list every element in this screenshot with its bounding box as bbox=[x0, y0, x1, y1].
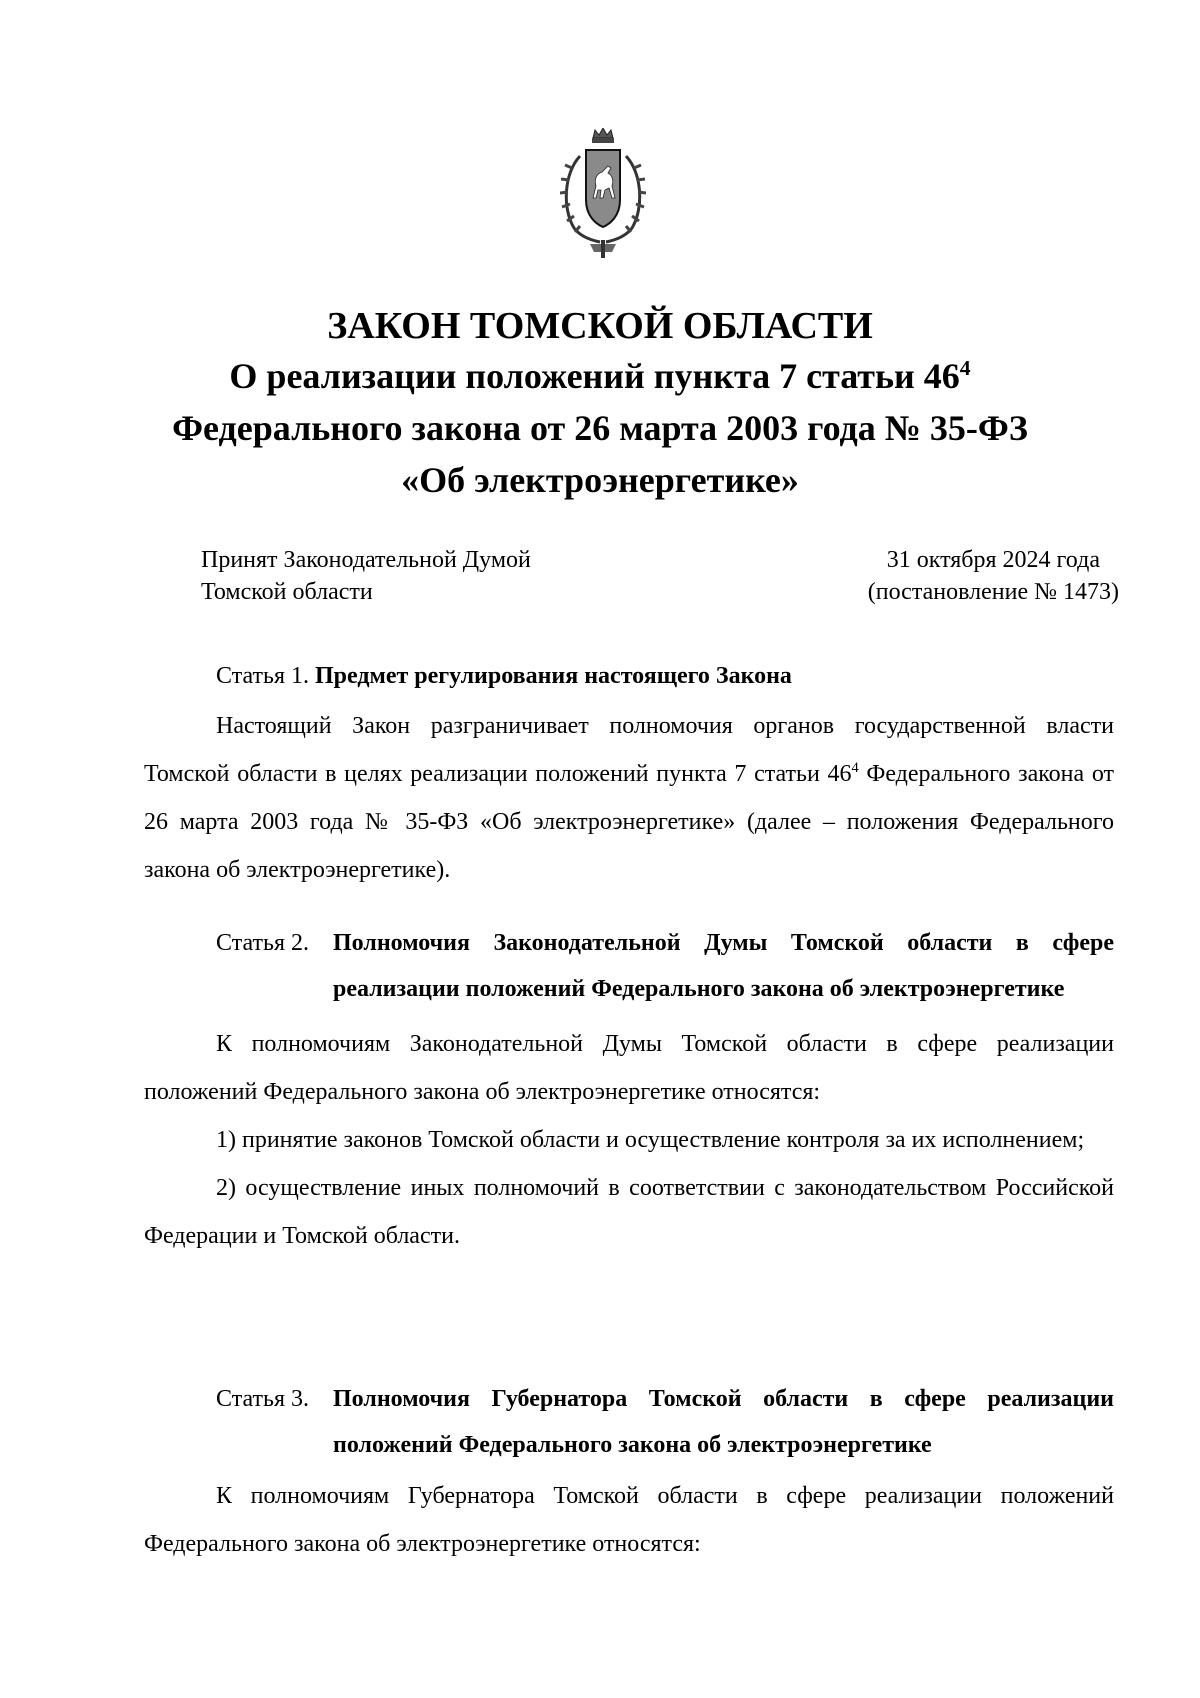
law-title-line3: Федерального закона от 26 марта 2003 года № 35-ФЗ bbox=[172, 408, 1028, 448]
adoption-date bbox=[868, 544, 1119, 608]
article-1-superscript: 4 bbox=[851, 760, 859, 776]
article-1-number: Статья 1. bbox=[216, 663, 309, 689]
article-1 bbox=[144, 654, 1114, 894]
adoption-date-line: 31 октября 2024 года bbox=[886, 547, 1100, 573]
tomsk-oblast-coat-of-arms-icon bbox=[560, 128, 646, 260]
article-3-title: Полномочия Губернатора Томской области в сфере реализации положений Федерального закона об электроэнергетике bbox=[333, 1386, 1114, 1458]
article-2-title: Полномочия Законодательной Думы Томской области в сфере реализации положений Федерального закона об электроэнергетике bbox=[333, 930, 1114, 1002]
adoption-body-line2: Томской области bbox=[201, 579, 373, 605]
article-3 bbox=[144, 1376, 1114, 1568]
adoption-resolution-line: (постановление № 1473) bbox=[867, 579, 1119, 605]
article-2-paragraph: К полномочиям Законодательной Думы Томской области в сфере реализации положений Федерального закона об электроэнергетике относятся: bbox=[144, 1031, 1114, 1105]
article-1-text-part1: Настоящий Закон разграничивает полномочия органов государственной власти Томской области в целях реализации положений пункта 7 статьи 46 bbox=[144, 713, 1114, 787]
law-title-line2 bbox=[0, 350, 1200, 402]
article-3-paragraph: К полномочиям Губернатора Томской области в сфере реализации положений Федерального закона об электроэнергетике относятся: bbox=[144, 1483, 1114, 1557]
article-1-title: Предмет регулирования настоящего Закона bbox=[314, 663, 792, 689]
law-title-line4: «Об электроэнергетике» bbox=[401, 460, 799, 500]
adoption-body bbox=[201, 544, 531, 608]
article-2-heading bbox=[144, 920, 1114, 1012]
article-1-text-part2: Федерального закона от 26 марта 2003 года № 35-ФЗ «Об электроэнергетике» (далее – положения Федерального закона об электроэнергетике). bbox=[144, 761, 1114, 883]
article-2 bbox=[144, 920, 1114, 1260]
article-3-number: Статья 3. bbox=[216, 1386, 309, 1412]
law-title-line1: ЗАКОН ТОМСКОЙ ОБЛАСТИ bbox=[327, 305, 873, 347]
article-1-paragraph bbox=[144, 702, 1114, 894]
article-1-heading bbox=[144, 654, 1114, 698]
article-2-item-2: 2) осуществление иных полномочий в соответствии с законодательством Российской Федерации и Томской области. bbox=[144, 1175, 1114, 1249]
article-3-heading bbox=[144, 1376, 1114, 1468]
law-title bbox=[0, 302, 1200, 506]
adoption-body-line1: Принят Законодательной Думой bbox=[201, 547, 531, 573]
law-title-superscript: 4 bbox=[959, 356, 971, 380]
article-2-number: Статья 2. bbox=[216, 930, 309, 956]
article-2-item-1: 1) принятие законов Томской области и осуществление контроля за их исполнением; bbox=[216, 1127, 1085, 1153]
law-title-line2-text: О реализации положений пункта 7 статьи 46 bbox=[229, 356, 960, 396]
